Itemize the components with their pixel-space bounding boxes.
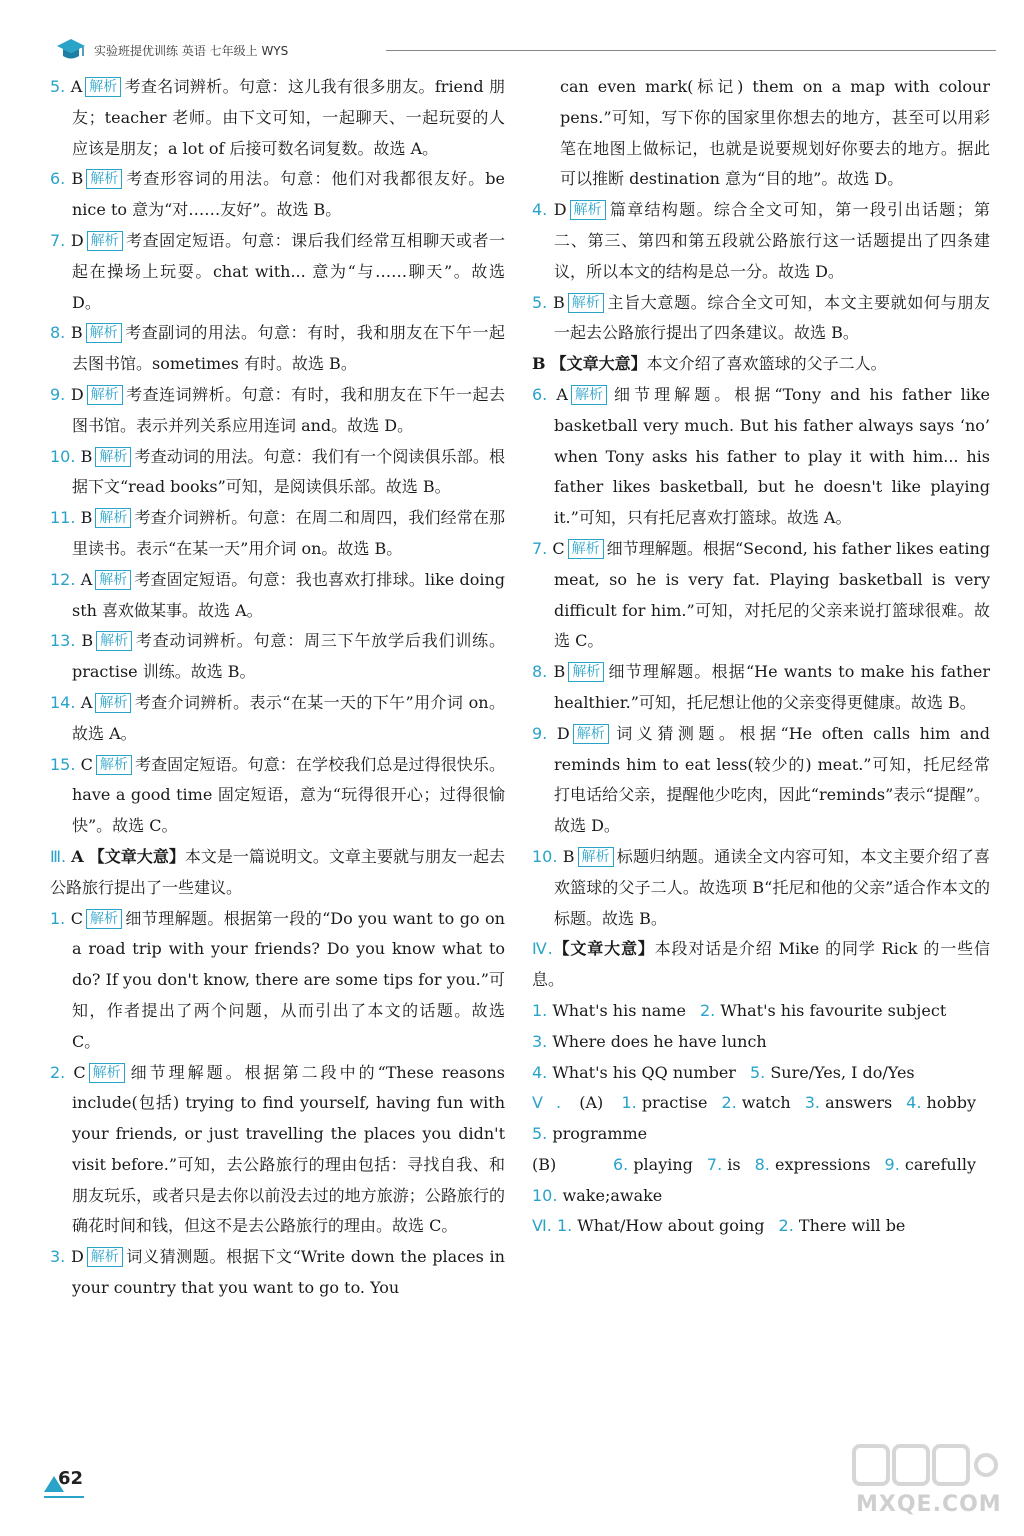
answer-text: What's his QQ number (552, 1062, 736, 1082)
item-explanation: 主旨大意题。综合全文可知，本文主要就如何与朋友一起去公路旅行提出了四条建议。故选 B。 (554, 292, 990, 343)
page-number-underline (44, 1496, 84, 1498)
answer-text: answers (825, 1093, 893, 1113)
item-number: 10. (50, 446, 76, 466)
answer-text: What's his name (552, 1000, 686, 1020)
item-number: 11. (50, 508, 76, 528)
analysis-tag: 解析 (568, 539, 604, 559)
item-explanation: 考查固定短语。句意：我也喜欢打排球。like doing sth 喜欢做某事。故选 A。 (72, 569, 505, 620)
analysis-tag: 解析 (86, 323, 122, 343)
item-number: 12. (50, 569, 76, 589)
continued-explanation: can even mark(标记) them on a map with colour pens.”可知，写下你的国家里你想去的地方，甚至可以用彩笔在地图上做标记，也就是说要规划好你要去的地方。据此可以推断 destination 意为“目的地”。故选 D。 (560, 77, 990, 189)
analysis-tag: 解析 (87, 1247, 123, 1267)
graduation-cap-icon (56, 36, 86, 62)
item-number: 2. (721, 1093, 737, 1113)
short-answer (700, 996, 946, 1027)
item-explanation: 词义猜测题。根据“He often calls him and reminds him to eat less(较少的) meat.”可知，托尼经常打电话给父亲，提醒他少吃肉，因此“reminds”表示“提醒”。故选 D。 (554, 723, 990, 836)
item-explanation: 考查副词的用法。句意：有时，我和朋友在下午一起去图书馆。sometimes 有时。故选 B。 (72, 323, 505, 374)
item-explanation: 词义猜测题。根据下文“Write down the places in your country that you want to go to. You (72, 1247, 505, 1298)
item-answer: D (70, 230, 84, 250)
short-answer (532, 996, 686, 1027)
item-number: 7. (706, 1154, 723, 1174)
item-number: 6. (532, 384, 548, 404)
item-number: 15. (50, 754, 76, 774)
answer-item (532, 288, 990, 350)
item-explanation: 细节理解题。根据第二段中的“These reasons include(包括) trying to find yourself, having fun with your friends, or just travelling the places you didn't visit before.”可知，去公路旅行的理由包括：寻找自我、和朋友玩乐，或者只是去你以前没去过的地方旅游；公路旅行的确花时间和钱，但这不是去公路旅行的理由。故选 C。 (72, 1062, 505, 1236)
item-number: 7. (532, 538, 548, 558)
answer-item (50, 442, 505, 504)
item-explanation: 考查介词辨析。句意：在周二和周四，我们经常在那里读书。表示“在某一天”用介词 on。故选 B。 (72, 508, 505, 558)
answer-text: watch (741, 1093, 791, 1113)
short-answer (532, 1181, 662, 1212)
item-number: 13. (50, 631, 76, 651)
answer-item (532, 195, 990, 287)
item-number: 6. (612, 1154, 629, 1174)
item-number: 4. (532, 200, 548, 220)
item-answer: C (552, 538, 565, 558)
analysis-tag: 解析 (85, 77, 121, 97)
item-answer: B (80, 446, 93, 466)
section-3-heading: Ⅲ. A 【文章大意】本文是一篇说明文。文章主要就与朋友一起去公路旅行提出了一些建议。 (50, 846, 506, 897)
item-answer: B (553, 662, 566, 682)
header-rule (386, 50, 996, 51)
analysis-tag: 解析 (95, 508, 131, 528)
item-answer: B (81, 631, 94, 651)
short-answer (532, 1058, 736, 1089)
answer-item (50, 380, 505, 442)
item-answer: B (553, 292, 565, 312)
item-explanation: 考查名词辨析。句意：这儿我有很多朋友。friend 朋友；teacher 老师。由下文可知，一起聊天、一起玩耍的人应该是朋友；a lot of 后接可数名词复数。故选 A。 (72, 77, 505, 158)
answer-item (50, 688, 505, 750)
item-number: 9. (50, 384, 66, 404)
item-number: 4. (906, 1093, 922, 1113)
item-number: 3. (532, 1031, 548, 1051)
short-answer (532, 1027, 767, 1058)
item-number: 8. (532, 662, 548, 682)
analysis-tag: 解析 (570, 200, 606, 220)
answer-item (532, 842, 990, 934)
section-5-part-a: Ⅴ. (A) 1. practise 2. watch 3. answers 4. hobby5. programme (532, 1088, 990, 1150)
watermark-text: MXQE.COM (856, 1492, 1002, 1517)
page-number-text: 62 (58, 1468, 84, 1489)
item-explanation: 考查动词的用法。句意：我们有一个阅读俱乐部。根据下文“read books”可知，是阅读俱乐部。故选 B。 (72, 446, 505, 497)
item-explanation: 考查形容词的用法。句意：他们对我都很友好。be nice to 意为“对……友好”。故选 B。 (72, 169, 505, 220)
short-answer (557, 1211, 765, 1242)
item-explanation: 细节理解题。根据第一段的“Do you want to go on a road trip with your friends? Do you know what to do? If you don't know, there are some tips for you.”可知，作者提出了两个问题，从而引出了本文的话题。故选 C。 (72, 908, 505, 1051)
item-answer: C (80, 754, 93, 774)
item-explanation: 考查连词辨析。句意：有时，我和朋友在下午一起去图书馆。表示并列关系应用连词 and。故选 D。 (72, 384, 505, 435)
item-number: 1. (50, 908, 66, 928)
right-column (532, 72, 990, 1242)
item-number: 5. (532, 1124, 548, 1144)
item-explanation: 细节理解题。根据“Second, his father likes eating meat, so he is very fat. Playing basketball is very difficult for him.”可知，对托尼的父亲来说打篮球很难。故选 C。 (554, 538, 990, 651)
item-number: 6. (50, 169, 66, 189)
short-answer (750, 1058, 915, 1089)
item-number: 8. (754, 1154, 770, 1174)
left-column (50, 72, 505, 1304)
watermark (850, 1440, 1010, 1530)
item-number: 2. (50, 1062, 66, 1082)
item-explanation: 考查固定短语。句意：在学校我们总是过得很快乐。have a good time 固定短语，意为“玩得很开心；过得很愉快”。故选 C。 (72, 754, 505, 836)
short-answer (906, 1088, 976, 1119)
answer-text: What/How about going (577, 1216, 765, 1236)
item-answer: D (70, 1247, 84, 1267)
answer-text: programme (552, 1124, 648, 1144)
item-answer: B (80, 508, 93, 528)
item-number: 10. (532, 1185, 558, 1205)
section-b-heading: B 【文章大意】本文介绍了喜欢篮球的父子二人。 (532, 354, 887, 374)
item-explanation: 考查动词辨析。句意：周三下午放学后我们训练。practise 训练。故选 B。 (72, 631, 505, 682)
analysis-tag: 解析 (573, 724, 609, 744)
answer-item (50, 750, 505, 842)
item-number: 2. (778, 1216, 794, 1236)
item-number: 5. (50, 77, 66, 96)
item-number: 4. (532, 1062, 548, 1082)
section-6: Ⅵ. 1. What/How about going 2. There will be (532, 1211, 990, 1242)
answer-item (50, 318, 505, 380)
answer-text: playing (633, 1154, 693, 1174)
answer-item (50, 626, 505, 688)
section-4-heading: Ⅳ.【文章大意】本段对话是介绍 Mike 的同学 Rick 的一些信息。 (532, 939, 990, 990)
item-explanation: 考查固定短语。句意：课后我们经常互相聊天或者一起在操场上玩耍。chat with... 意为“与……聊天”。故选 D。 (72, 230, 505, 312)
section-4-answers (532, 996, 990, 1088)
item-answer: D (556, 723, 570, 743)
item-number: 5. (749, 1062, 766, 1082)
item-number: 9. (532, 723, 548, 743)
item-number: 5. (532, 292, 548, 312)
analysis-tag: 解析 (571, 385, 607, 405)
item-explanation: 细节理解题。根据“He wants to make his father healthier.”可知，托尼想让他的父亲变得更健康。故选 B。 (554, 662, 990, 712)
item-number: 1. (532, 1000, 548, 1020)
short-answer (721, 1088, 790, 1119)
analysis-tag: 解析 (96, 631, 132, 651)
analysis-tag: 解析 (87, 385, 123, 405)
answer-item (50, 1242, 505, 1304)
analysis-tag: 解析 (578, 847, 614, 867)
answer-text: practise (641, 1093, 708, 1113)
item-number: 9. (884, 1154, 900, 1174)
analysis-tag: 解析 (87, 231, 123, 251)
answer-item (532, 534, 990, 657)
analysis-tag: 解析 (86, 169, 122, 189)
analysis-tag: 解析 (86, 909, 122, 929)
answer-text: Where does he have lunch (552, 1031, 767, 1051)
answer-item (50, 72, 505, 164)
item-explanation: 篇章结构题。综合全文可知，第一段引出话题；第二、第三、第四和第五段就公路旅行这一话题提出了四条建议，所以本文的结构是总一分。故选 D。 (554, 200, 990, 281)
analysis-tag: 解析 (568, 293, 604, 313)
answer-text: There will be (798, 1216, 906, 1236)
answer-text: carefully (904, 1154, 976, 1174)
short-answer (613, 1150, 693, 1181)
short-answer (621, 1088, 707, 1119)
item-answer: D (553, 200, 567, 220)
answer-item (532, 380, 990, 534)
item-number: 3. (50, 1247, 66, 1267)
answer-item (50, 1058, 505, 1243)
item-number: 7. (50, 230, 66, 250)
answer-text: hobby (926, 1093, 976, 1113)
item-answer: C (70, 908, 83, 928)
analysis-tag: 解析 (89, 1063, 125, 1083)
analysis-tag: 解析 (568, 662, 604, 682)
item-answer: D (70, 384, 84, 404)
analysis-tag: 解析 (95, 447, 131, 467)
page-number (40, 1466, 100, 1502)
analysis-tag: 解析 (95, 693, 131, 713)
answer-item (50, 904, 505, 1058)
item-explanation: 考查介词辨析。表示“在某一天的下午”用介词 on。故选 A。 (72, 692, 505, 743)
short-answer (885, 1150, 976, 1181)
page-header (56, 36, 996, 66)
short-answer (805, 1088, 892, 1119)
answer-item (532, 719, 990, 842)
item-number: 10. (532, 846, 558, 866)
short-answer (755, 1150, 871, 1181)
answer-text: wake;awake (562, 1185, 663, 1205)
item-answer: A (80, 692, 93, 712)
answer-text: is (727, 1154, 741, 1174)
short-answer (707, 1150, 741, 1181)
header-title: 实验班提优训练 英语 七年级上 WYS (94, 44, 289, 58)
item-number: 14. (50, 692, 76, 712)
item-number: 1. (621, 1093, 637, 1113)
section-5-part-b: (B) 6. playing 7. is 8. expressions 9. carefully10. wake;awake (532, 1150, 990, 1212)
answer-item (532, 657, 990, 719)
answer-text: expressions (774, 1154, 871, 1174)
item-answer: B (71, 169, 84, 189)
answer-text: What's his favourite subject (720, 1000, 947, 1020)
item-answer: C (73, 1062, 86, 1082)
item-explanation: 细节理解题。根据“Tony and his father like basketball very much. But his father always says ‘no’ when Tony asks his father to play it with him... his father likes basketball, but he doesn't like playing it.”可知，只有托尼喜欢打篮球。故选 A。 (554, 384, 990, 528)
item-answer: A (556, 384, 568, 404)
item-number: 8. (50, 323, 66, 343)
answer-item (50, 226, 505, 318)
answer-item (50, 164, 505, 226)
item-number: 2. (699, 1000, 716, 1020)
answer-text: Sure/Yes, I do/Yes (770, 1062, 915, 1082)
analysis-tag: 解析 (96, 755, 132, 775)
item-answer: B (562, 846, 575, 866)
answer-item (50, 503, 505, 565)
item-explanation: 标题归纳题。通读全文内容可知，本文主要介绍了喜欢篮球的父子二人。故选项 B“托尼和他的父亲”适合作本文的标题。故选 B。 (554, 846, 990, 928)
item-answer: B (70, 323, 83, 343)
item-number: 3. (804, 1093, 820, 1113)
item-answer: A (80, 569, 93, 589)
watermark-logo-icon (850, 1440, 1000, 1490)
analysis-tag: 解析 (95, 570, 131, 590)
short-answer (532, 1119, 647, 1150)
short-answer (779, 1211, 906, 1242)
item-answer: A (70, 77, 83, 96)
answer-item (50, 565, 505, 627)
item-number: 1. (556, 1216, 573, 1236)
